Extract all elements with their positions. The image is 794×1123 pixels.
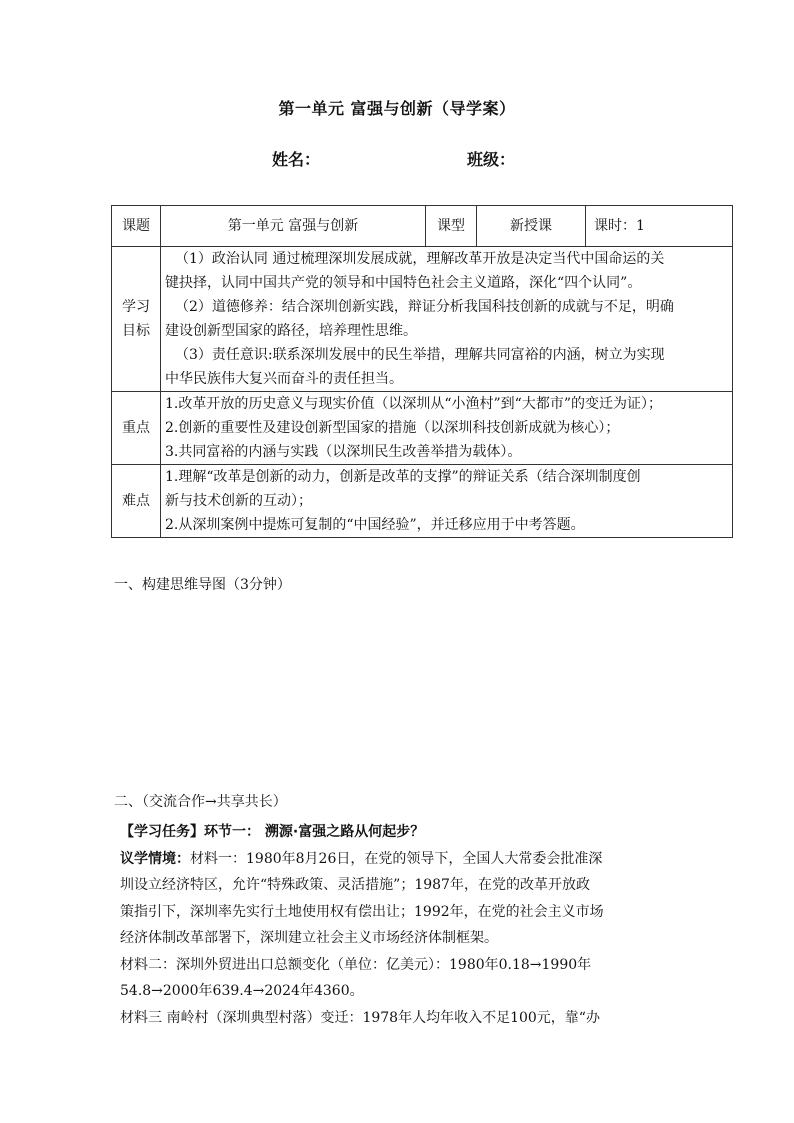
- difficulties-content: [161, 465, 733, 538]
- key-point-line: 2.创新的重要性及建设创新型国家的措施（以深圳科技创新成就为核心）；: [165, 420, 620, 436]
- situation-line: 54.8→2000年639.4→2024年4360。: [120, 983, 364, 999]
- table-row-header: [112, 206, 733, 247]
- difficulty-line: 新与技术创新的互动）；: [165, 493, 312, 509]
- key-points-label: 重点: [112, 392, 161, 465]
- difficulties-label: 难点: [112, 465, 161, 538]
- situation-line: [120, 846, 690, 873]
- situation-line: 材料三 南岭村（深圳典型村落）变迁：1978年人均年收入不足100元，靠“办: [120, 1009, 600, 1026]
- situation-line: 材料二：深圳外贸进出口总额变化（单位：亿美元）：1980年0.18→1990年: [120, 956, 592, 973]
- difficulty-line: 1.理解“改革是创新的动力，创新是改革的支撑”的辩证关系（结合深圳制度创: [165, 469, 641, 485]
- situation-line: 经济体制改革部署下，深圳建立社会主义市场经济体制框架。: [120, 930, 498, 946]
- situation-label: 议学情境：: [120, 850, 190, 867]
- goal-line: （3）责任意识:联系深圳发展中的民生举措，理解共同富裕的内涵，树立为实现: [175, 347, 665, 363]
- student-name-label: 姓名：: [272, 150, 321, 169]
- topic-value: 第一单元 富强与创新: [161, 206, 426, 247]
- period-value: 课时：1: [586, 206, 733, 247]
- lesson-info-table: [111, 205, 733, 538]
- section-cooperation-heading: 二、（交流合作→共享共长）: [114, 794, 287, 810]
- goals-label-line: 目标: [122, 323, 150, 339]
- goals-content: [161, 247, 733, 392]
- student-class-label: 班级：: [467, 150, 516, 169]
- goal-line: 中华民族伟大复兴而奋斗的责任担当。: [165, 371, 403, 387]
- key-point-line: 3.共同富裕的内涵与实践（以深圳民生改善举措为载体）。: [165, 444, 522, 460]
- difficulty-line: 2.从深圳案例中提炼可复制的“中国经验”，并迁移应用于中考答题。: [165, 517, 585, 533]
- type-value: 新授课: [477, 206, 586, 247]
- key-points-content: [161, 392, 733, 465]
- document-title: 第一单元 富强与创新（导学案）: [278, 99, 516, 118]
- goals-label: [112, 247, 161, 392]
- situation-line: 圳设立经济特区，允许“特殊政策、灵活措施”；1987年，在党的改革开放政: [120, 877, 590, 893]
- goal-line: 键抉择，认同中国共产党的领导和中国特色社会主义道路，深化“四个认同”。: [165, 275, 642, 291]
- goal-line: （2）道德修养：结合深圳创新实践，辩证分析我国科技创新的成就与不足，明确: [175, 299, 674, 315]
- table-row-goals: [112, 247, 733, 392]
- situation-text: 材料一：1980年8月26日，在党的领导下，全国人大常委会批准深: [190, 850, 603, 867]
- table-row-key-points: [112, 392, 733, 465]
- learning-task-tag: 【学习任务】: [120, 824, 204, 840]
- learning-task-line: [120, 819, 690, 846]
- goals-label-line: 学习: [122, 299, 150, 315]
- goal-line: 建设创新型国家的路径，培养理性思维。: [165, 323, 417, 339]
- section-mind-map-heading: 一、构建思维导图（3分钟）: [114, 577, 291, 593]
- situation-line: 策指引下，深圳率先实行土地使用权有偿出让；1992年，在党的社会主义市场: [120, 903, 604, 920]
- topic-label: 课题: [112, 206, 161, 247]
- learning-task-text: 环节一： 溯源·富强之路从何起步？: [204, 824, 425, 840]
- key-point-line: 1.改革开放的历史意义与现实价值（以深圳从“小渔村”到“大都市”的变迁为证）；: [165, 396, 662, 412]
- table-row-difficulties: [112, 465, 733, 538]
- learning-task-block: [120, 819, 690, 1031]
- goal-line: （1）政治认同 通过梳理深圳发展成就，理解改革开放是决定当代中国命运的关: [175, 251, 665, 267]
- type-label: 课型: [426, 206, 477, 247]
